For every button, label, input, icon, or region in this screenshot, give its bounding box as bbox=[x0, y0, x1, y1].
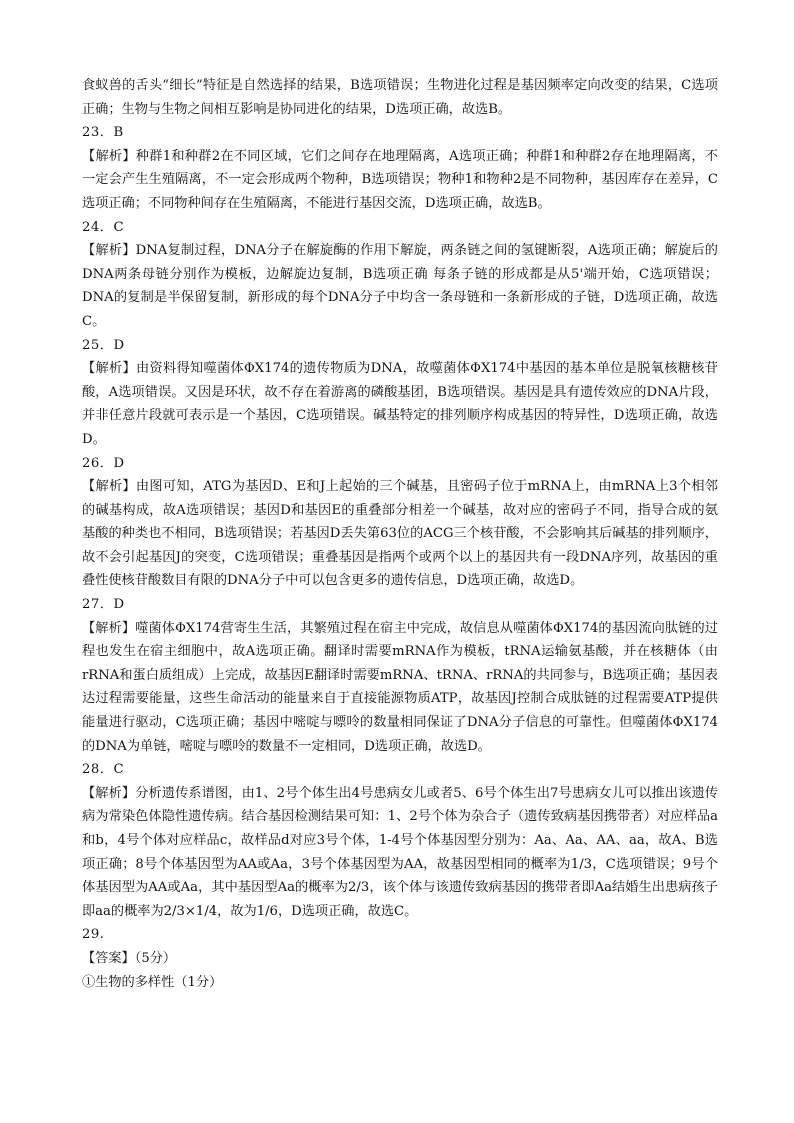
question-25-explanation: 【解析】由资料得知噬菌体ΦX174的遗传物质为DNA，故噬菌体ΦX174中基因的基本单位是脱氧核糖核苷酸，A选项错误。又因是环状，故不存在着游离的磷酸基团，B选项错误。基因是具有遗传效应的DNA片段，并非任意片段就可表示是一个基因，C选项错误。碱基特定的排列顺序构成基因的特异性，D选项正确，故选D。 bbox=[82, 361, 718, 447]
question-24-answer: 24．C bbox=[82, 219, 125, 235]
question-29-answer-heading: 【答案】（5分） bbox=[82, 950, 177, 966]
question-27-explanation: 【解析】噬菌体ΦX174营寄生生活，其繁殖过程在宿主中完成，故信息从噬菌体ΦX174的基因流向肽链的过程也发生在宿主细胞中，故A选项正确。翻译时需要mRNA作为模板，tRNA运输氨基酸，并在核糖体（由rRNA和蛋白质组成）上完成，故基因E翻译时需要mRNA、tRNA、rRNA的共同参与，B选项正确；基因表达过程需要能量，这些生命活动的能量来自于直接能源物质ATP，故基因J控制合成肽链的过程需要ATP提供能量进行驱动，C选项正确；基因中嘧啶与嘌呤的数量相同保证了DNA分子信息的可靠性。但噬菌体ΦX174的DNA为单链，嘧啶与嘌呤的数量不一定相同，D选项正确，故选D。 bbox=[82, 620, 718, 754]
question-26-explanation: 【解析】由图可知，ATG为基因D、E和J上起始的三个碱基，且密码子位于mRNA上，由mRNA上3个相邻的碱基构成，故A选项错误；基因D和基因E的重叠部分相差一个碱基，故对应的密码子不同，指导合成的氨基酸的种类也不相同，B选项错误；若基因D丢失第63位的ACG三个核苷酸，不会影响其后碱基的排列顺序，故不会引起基因J的突变，C选项错误；重叠基因是指两个或两个以上的基因共有一段DNA序列，故基因的重叠性使核苷酸数目有限的DNA分子中可以包含更多的遗传信息，D选项正确，故选D。 bbox=[82, 479, 718, 589]
question-28-explanation: 【解析】分析遗传系谱图，由1、2号个体生出4号患病女儿或者5、6号个体生出7号患病女儿可以推出该遗传病为常染色体隐性遗传病。结合基因检测结果可知：1、2号个体为杂合子（遗传致病基因携带者）对应样品a和b，4号个体对应样品c，故样品d对应3号个体，1-4号个体基因型分别为：Aa、Aa、AA、aa，故A、B选项正确；8号个体基因型为AA或Aa，3号个体基因型为AA，故基因型相同的概率为1/3，C选项错误；9号个体基因型为AA或Aa，其中基因型Aa的概率为2/3，该个体与该遗传致病基因的携带者即Aa结婚生出患病孩子即aa的概率为2/3×1/4，故为1/6，D选项正确，故选C。 bbox=[82, 785, 718, 919]
question-24-explanation: 【解析】DNA复制过程，DNA分子在解旋酶的作用下解旋，两条链之间的氢键断裂，A选项正确；解旋后的DNA两条母链分别作为模板，边解旋边复制，B选项正确 每条子链的形成都是从5'端开始，C选项错误；DNA的复制是半保留复制，新形成的每个DNA分子中均含一条母链和一条新形成的子链，D选项正确，故选C。 bbox=[82, 243, 718, 329]
answer-explanation-text bbox=[82, 74, 718, 994]
question-27-answer: 27．D bbox=[82, 597, 125, 613]
question-23-explanation: 【解析】种群1和种群2在不同区域，它们之间存在地理隔离，A选项正确；种群1和种群2存在地理隔离，不一定会产生生殖隔离，不一定会形成两个物种，B选项错误；物种1和物种2是不同物种，基因库存在差异，C选项正确；不同物种间存在生殖隔离，不能进行基因交流，D选项正确，故选B。 bbox=[82, 148, 718, 211]
question-29-number: 29. bbox=[82, 927, 105, 943]
question-26-answer: 26．D bbox=[82, 455, 125, 471]
question-28-answer: 28．C bbox=[82, 762, 125, 778]
question-23-answer: 23．B bbox=[82, 125, 124, 141]
paragraph-22-continuation: 食蚁兽的舌头“细长”特征是自然选择的结果，B选项错误；生物进化过程是基因频率定向改变的结果，C选项正确；生物与生物之间相互影响是协同进化的结果，D选项正确，故选B。 bbox=[82, 78, 718, 117]
question-29-answer-item-1: ①生物的多样性（1分） bbox=[82, 974, 223, 990]
question-25-answer: 25．D bbox=[82, 337, 125, 353]
